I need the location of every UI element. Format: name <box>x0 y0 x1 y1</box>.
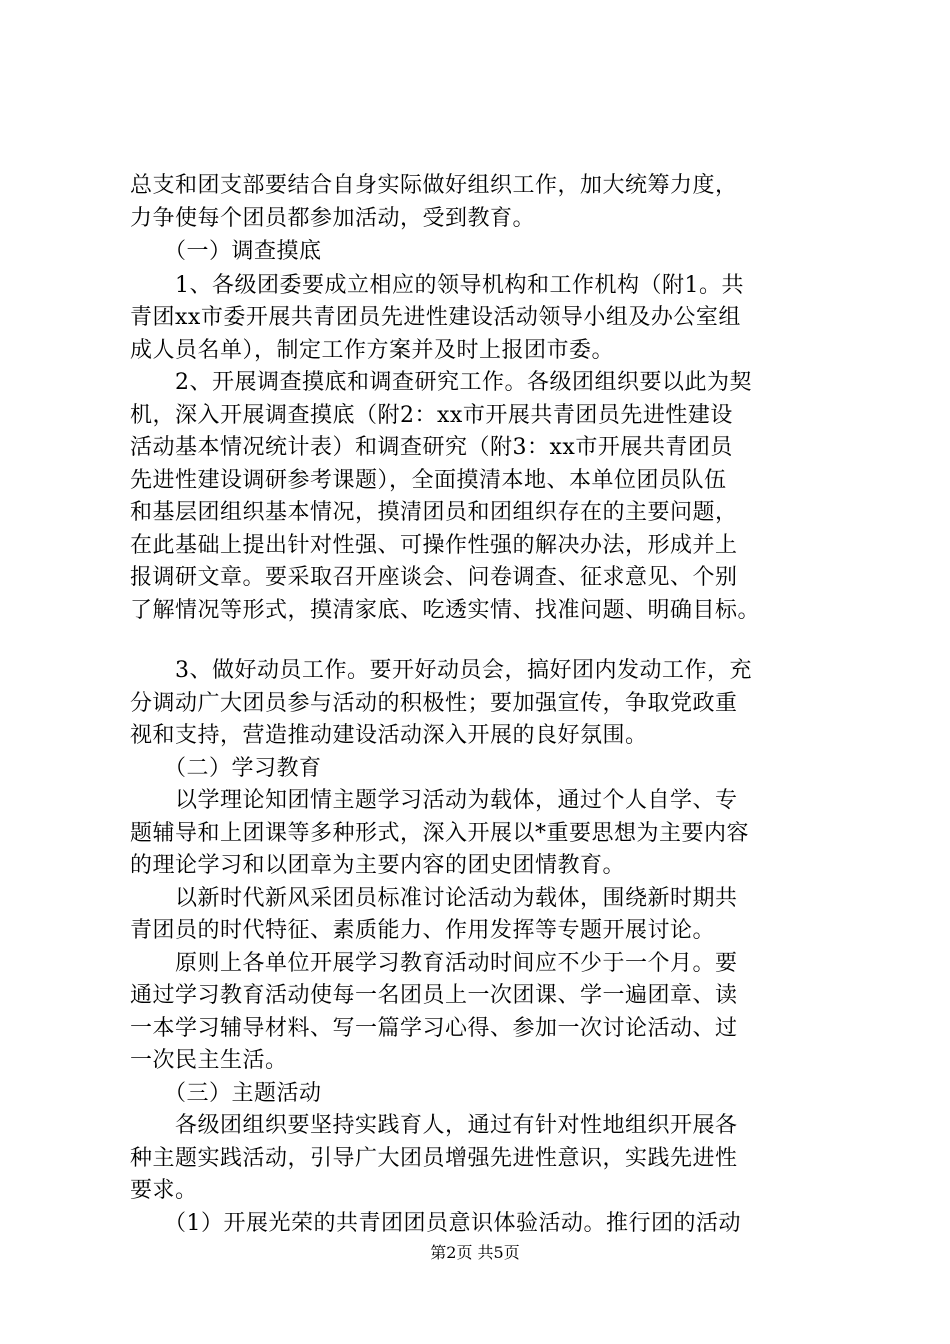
body-text-line: 先进性建设调研参考课题），全面摸清本地、本单位团员队伍 <box>130 468 727 493</box>
body-text-line: 原则上各单位开展学习教育活动时间应不少于一个月。要 <box>130 951 738 976</box>
body-text-line: 视和支持，营造推动建设活动深入开展的良好氛围。 <box>130 723 648 748</box>
body-text-line: 青团xx市委开展共青团员先进性建设活动领导小组及办公室组 <box>130 305 741 330</box>
body-text-line: （1）开展光荣的共青团团员意识体验活动。推行团的活动 <box>130 1211 741 1236</box>
body-text-line: 总支和团支部要结合自身实际做好组织工作，加大统筹力度， <box>130 173 738 198</box>
body-text-line: 3、做好动员工作。要开好动员会，搞好团内发动工作，充 <box>130 658 752 683</box>
body-text-line: 一本学习辅导材料、写一篇学习心得、参加一次讨论活动、过 <box>130 1016 738 1041</box>
body-text-line: 了解情况等形式，摸清家底、吃透实情、找准问题、明确目标。 <box>130 598 761 623</box>
body-text-line: 分调动广大团员参与活动的积极性；要加强宣传，争取党政重 <box>130 691 738 716</box>
body-text-line: 在此基础上提出针对性强、可操作性强的解决办法，形成并上 <box>130 533 738 558</box>
body-text-line: 的理论学习和以团章为主要内容的团史团情教育。 <box>130 853 626 878</box>
section-heading: （一）调查摸底 <box>130 239 322 264</box>
body-text-line: 和基层团组织基本情况，摸清团员和团组织存在的主要问题， <box>130 500 738 525</box>
body-text-line: 要求。 <box>130 1178 198 1203</box>
body-text-line: 通过学习教育活动使每一名团员上一次团课、学一遍团章、读 <box>130 983 738 1008</box>
body-text-line: 报调研文章。要采取召开座谈会、问卷调查、征求意见、个别 <box>130 565 738 590</box>
body-text-line: 以新时代新风采团员标准讨论活动为载体，围绕新时期共 <box>130 886 738 911</box>
body-text-line: 2、开展调查摸底和调查研究工作。各级团组织要以此为契 <box>130 370 752 395</box>
body-text-line: 各级团组织要坚持实践育人，通过有针对性地组织开展各 <box>130 1113 738 1138</box>
body-text-line: 题辅导和上团课等多种形式，深入开展以*重要思想为主要内容 <box>130 821 750 846</box>
section-heading: （三）主题活动 <box>130 1081 322 1106</box>
body-text-line: 以学理论知团情主题学习活动为载体，通过个人自学、专 <box>130 788 738 813</box>
body-text-line: 成人员名单），制定工作方案并及时上报团市委。 <box>130 338 615 363</box>
body-text-line: 青团员的时代特征、素质能力、作用发挥等专题开展讨论。 <box>130 918 716 943</box>
body-text-line: 1、各级团委要成立相应的领导机构和工作机构（附1。共 <box>130 273 744 298</box>
body-text-line: 活动基本情况统计表）和调查研究（附3：xx市开展共青团员 <box>130 435 733 460</box>
section-heading: （二）学习教育 <box>130 756 322 781</box>
body-text-line: 一次民主生活。 <box>130 1048 288 1073</box>
body-text-line: 种主题实践活动，引导广大团员增强先进性意识，实践先进性 <box>130 1146 738 1171</box>
page-footer: 第2页 共5页 <box>430 1243 520 1262</box>
body-text-line: 力争使每个团员都参加活动，受到教育。 <box>130 206 536 231</box>
body-text-line: 机，深入开展调查摸底（附2：xx市开展共青团员先进性建设 <box>130 403 733 428</box>
